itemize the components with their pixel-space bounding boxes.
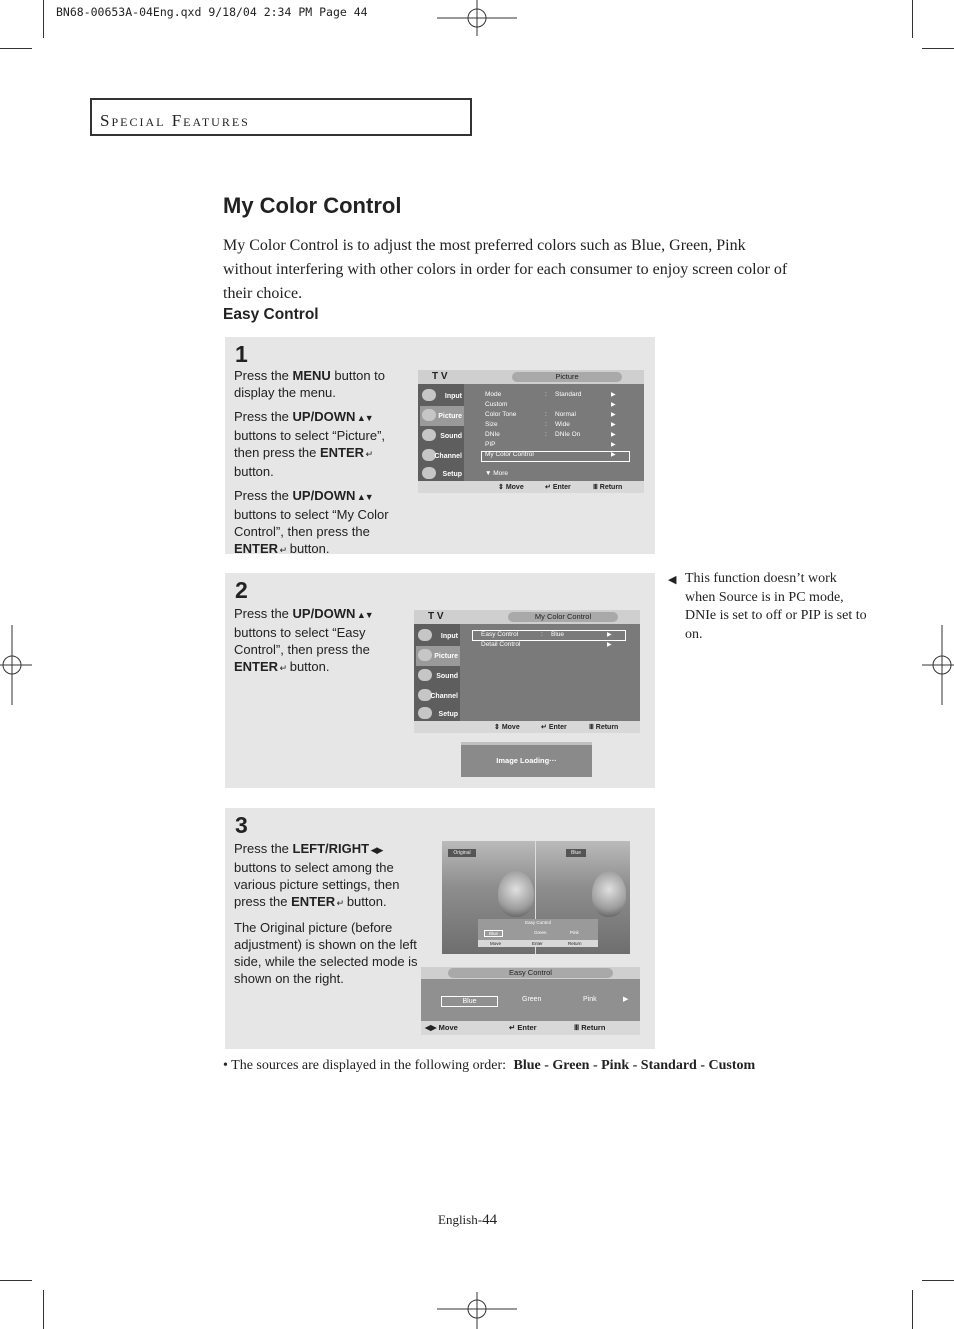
- step-paragraph: [234, 605, 412, 677]
- button-name: UP/DOWN: [292, 409, 356, 424]
- side-item-sound[interactable]: Sound: [416, 666, 460, 686]
- sound-icon: [418, 669, 432, 681]
- right-arrow-icon: ▶: [611, 432, 616, 438]
- registration-mark-left: [0, 625, 32, 705]
- file-header: BN68-00653A-04Eng.qxd 9/18/04 2:34 PM Page 44: [56, 5, 368, 19]
- step-text-run: button.: [286, 659, 330, 674]
- up-down-arrows-icon: ▲▼: [355, 413, 373, 423]
- step-2-box: [225, 573, 655, 788]
- side-item-setup[interactable]: Setup: [420, 464, 464, 484]
- menu-title: My Color Control: [508, 612, 618, 622]
- page-number: 44: [482, 1212, 498, 1228]
- up-down-arrows-icon: ▲▼: [355, 610, 373, 620]
- left-triangle-icon: ◀: [668, 574, 677, 586]
- right-arrow-icon: ▶: [607, 632, 612, 638]
- option-blue[interactable]: Blue: [441, 996, 498, 1007]
- menu-row[interactable]: [485, 391, 635, 398]
- adjusted-face: [592, 871, 626, 917]
- side-note-text: This function doesn’t work when Source is in PC mode, DNIe is set to off or PIP is set to on.: [685, 571, 867, 642]
- button-name: ENTER: [234, 659, 279, 674]
- mini-easy-control: Easy Control Blue Green Pink Move Enter Return: [478, 919, 598, 947]
- side-item-setup[interactable]: Setup: [416, 704, 460, 724]
- step-3-box: [225, 808, 655, 1049]
- sound-icon: [422, 429, 436, 441]
- right-arrow-icon: ▶: [623, 996, 629, 1003]
- tv-menu-screen: [418, 370, 644, 493]
- button-name: MENU: [292, 368, 331, 383]
- blue-tag: Blue: [566, 849, 586, 857]
- side-item-channel[interactable]: Channel: [420, 446, 464, 466]
- registration-mark-top: [437, 0, 517, 36]
- setup-icon: [418, 707, 432, 719]
- step-text-run: Press the: [234, 409, 293, 424]
- side-item-picture[interactable]: Picture: [416, 646, 460, 666]
- registration-mark-bottom: [437, 1292, 517, 1329]
- menu-row-name: Detail Control: [481, 641, 521, 648]
- step-paragraph: [234, 840, 418, 912]
- step-text-run: button.: [234, 464, 274, 479]
- step-text-run: Press the: [234, 368, 293, 383]
- side-item-input[interactable]: Input: [416, 626, 460, 646]
- menu-row-value: Normal: [555, 411, 576, 418]
- side-item-sound[interactable]: Sound: [420, 426, 464, 446]
- input-icon: [418, 629, 432, 641]
- selection-highlight: [481, 451, 630, 462]
- side-item-input[interactable]: Input: [420, 386, 464, 406]
- side-item-picture[interactable]: Picture: [420, 406, 464, 426]
- button-name: LEFT/RIGHT: [292, 841, 370, 856]
- step-text-run: buttons to select “Picture”, then press the: [234, 428, 386, 460]
- easy-control-title: Easy Control: [448, 968, 613, 978]
- step-number: 3: [235, 812, 248, 838]
- step-number: 1: [235, 341, 248, 367]
- tv-bottom-bar: ⇕ Move ↵ Enter Ⅲ Return: [414, 721, 640, 733]
- menu-row-name: Color Tone: [485, 411, 517, 418]
- step-text-run: button.: [286, 541, 330, 556]
- menu-row-value: Blue: [551, 631, 565, 638]
- step-paragraph: [234, 919, 418, 987]
- up-down-arrows-icon: ▲▼: [355, 492, 373, 502]
- right-arrow-icon: ▶: [611, 442, 616, 448]
- menu-row-separator: :: [545, 421, 547, 428]
- right-arrow-icon: ▶: [611, 392, 616, 398]
- picture-icon: [422, 409, 436, 421]
- right-arrow-icon: ▶: [607, 642, 612, 648]
- menu-row-name: Size: [485, 421, 498, 428]
- right-arrow-icon: ▶: [611, 412, 616, 418]
- enter-icon: ↵: [278, 545, 287, 555]
- option-pink[interactable]: Pink: [583, 996, 597, 1003]
- picture-icon: [418, 649, 432, 661]
- enter-icon: ↵: [364, 449, 373, 459]
- right-arrow-icon: ▶: [611, 402, 616, 408]
- order-note-prefix: • The sources are displayed in the following order:: [223, 1058, 507, 1073]
- footer-language: English-: [438, 1212, 483, 1227]
- menu-row-name: Easy Control: [481, 631, 519, 638]
- step-text-run: buttons to select among the various picture settings, then press the: [234, 860, 400, 909]
- step-number: 2: [235, 577, 248, 603]
- side-menu: [414, 624, 460, 721]
- registration-mark-right: [922, 625, 954, 705]
- step-text-run: Press the: [234, 841, 293, 856]
- order-note-sequence: Blue - Green - Pink - Standard - Custom: [513, 1058, 756, 1073]
- menu-row-separator: :: [545, 411, 547, 418]
- tv-label: T V: [432, 371, 448, 382]
- menu-row-separator: :: [545, 391, 547, 398]
- menu-row[interactable]: [481, 641, 631, 648]
- menu-title: Picture: [512, 372, 622, 382]
- step-paragraph: [234, 408, 412, 480]
- menu-row-name: DNIe: [485, 431, 500, 438]
- step-text-run: The Original picture (before adjustment) is shown on the left side, while the selected mode is shown on the right.: [234, 920, 418, 986]
- option-green[interactable]: Green: [522, 996, 542, 1003]
- side-item-channel[interactable]: Channel: [416, 686, 460, 706]
- enter-icon: ↵: [278, 663, 287, 673]
- subheading: Easy Control: [223, 306, 319, 323]
- button-name: ENTER: [291, 894, 336, 909]
- menu-row-name: PIP: [485, 441, 496, 448]
- image-loading-box: Image Loading···: [461, 742, 592, 777]
- setup-icon: [422, 467, 436, 479]
- menu-row[interactable]: [485, 431, 635, 438]
- step-paragraph: [234, 367, 412, 401]
- menu-row-name: Mode: [485, 391, 502, 398]
- menu-row-value: Wide: [555, 421, 570, 428]
- step-instructions: [234, 840, 418, 994]
- menu-row[interactable]: [485, 441, 635, 448]
- selection-highlight: [472, 630, 626, 641]
- original-face: [498, 871, 534, 917]
- step-text-run: buttons to select “Easy Control”, then press the: [234, 625, 370, 657]
- button-name: ENTER: [234, 541, 279, 556]
- input-icon: [422, 389, 436, 401]
- menu-row-name: Custom: [485, 401, 508, 408]
- right-arrow-icon: ▶: [611, 452, 616, 458]
- left-right-arrows-icon: ◀▶: [369, 845, 383, 855]
- menu-row[interactable]: [485, 401, 635, 408]
- menu-row-value: DNIe On: [555, 431, 581, 438]
- button-name: UP/DOWN: [292, 488, 356, 503]
- easy-control-bar: [421, 967, 640, 1035]
- step-paragraph: [234, 487, 412, 559]
- tv-bottom-bar: ⇕ Move ↵ Enter Ⅲ Return: [418, 481, 644, 493]
- more-indicator: ▼ More: [485, 470, 509, 477]
- intro-paragraph: My Color Control is to adjust the most preferred colors such as Blue, Green, Pink without interfering with other colors in order for each consumer to enjoy screen color of their choice.: [223, 237, 788, 302]
- menu-row[interactable]: [485, 421, 635, 428]
- step-text-run: button.: [343, 894, 387, 909]
- tv-menu-screen: T V My Color Control Input Picture Sound Channel Setup Easy Control : Blue ▶ Detail Control ▶ ⇕ Move ↵ Enter Ⅲ Return: [414, 610, 640, 733]
- step-instructions: [234, 367, 412, 566]
- side-note: [668, 570, 868, 644]
- step-text-run: Press the: [234, 606, 293, 621]
- button-name: UP/DOWN: [292, 606, 356, 621]
- menu-row-name: My Color Control: [485, 451, 534, 458]
- menu-row-separator: :: [545, 431, 547, 438]
- step-1-box: [225, 337, 655, 554]
- button-name: ENTER: [320, 445, 365, 460]
- page-title: My Color Control: [223, 193, 402, 218]
- tv-bottom-bar: ◀▶ Move ↵ Enter Ⅲ Return: [421, 1021, 640, 1035]
- original-tag: Original: [448, 849, 476, 857]
- order-note: [223, 1058, 755, 1074]
- step-text-run: buttons to select “My Color Control”, then press the: [234, 507, 389, 539]
- menu-row-separator: :: [541, 631, 543, 638]
- step-text-run: Press the: [234, 488, 293, 503]
- menu-row-value: Standard: [555, 391, 582, 398]
- section-header: Special Features: [100, 111, 250, 130]
- page-footer: [438, 1212, 497, 1229]
- comparison-image: [442, 841, 630, 954]
- menu-row[interactable]: [485, 411, 635, 418]
- step-instructions: [234, 605, 412, 684]
- side-menu: [418, 384, 464, 481]
- step-text-run: button to display the menu.: [234, 368, 386, 400]
- enter-icon: ↵: [335, 898, 344, 908]
- right-arrow-icon: ▶: [611, 422, 616, 428]
